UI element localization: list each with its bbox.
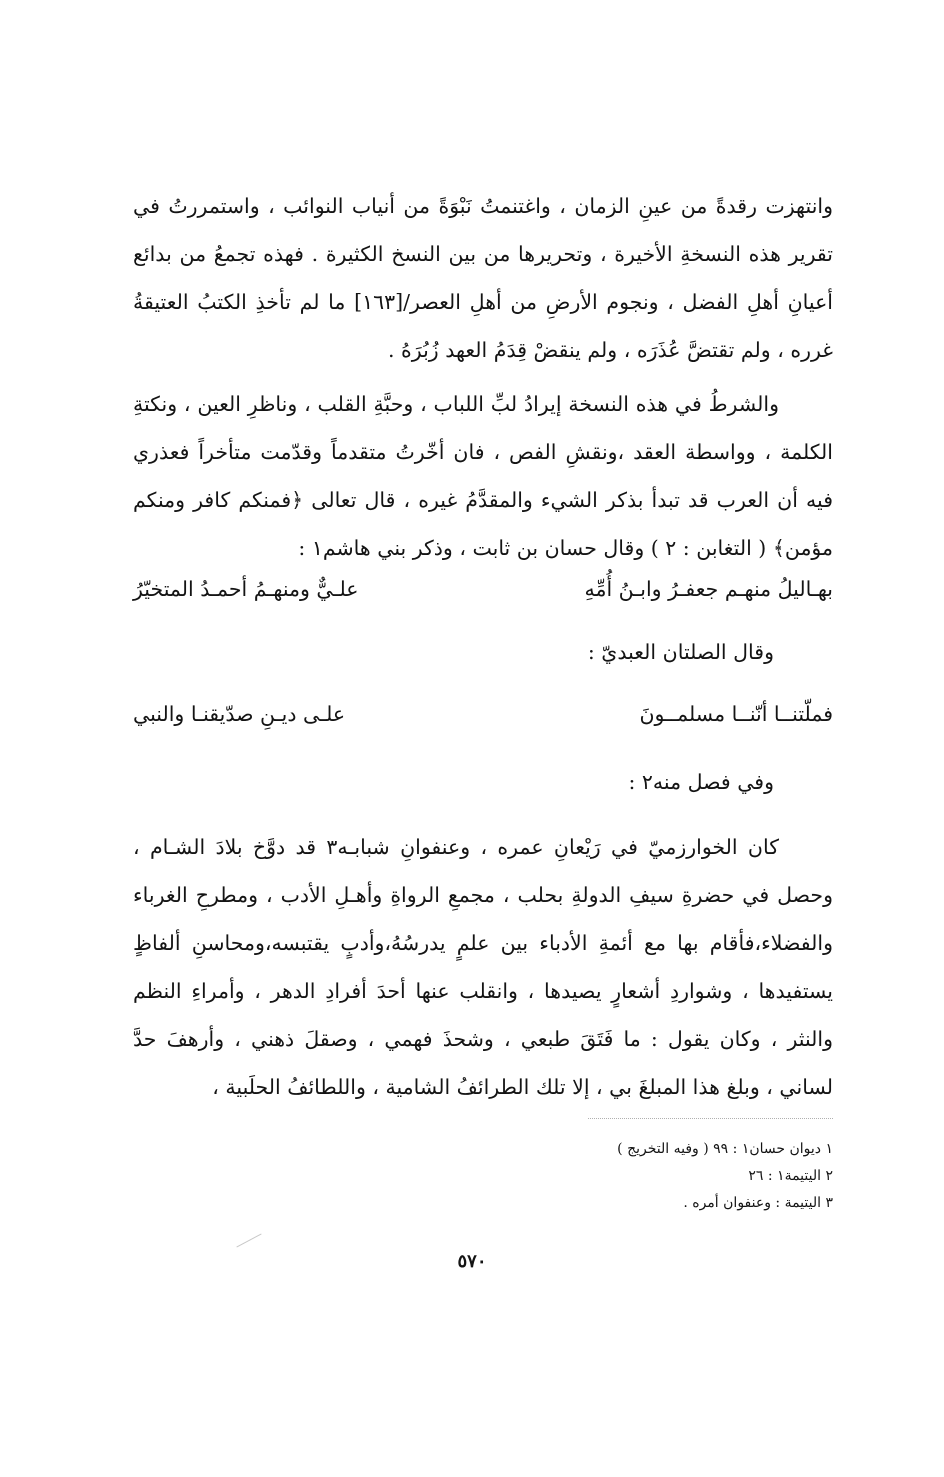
- verse-hassan: [133, 577, 833, 601]
- verse-intro-salatan: وقال الصلتان العبديّ :: [587, 640, 774, 664]
- page-number: ٥٧٠: [457, 1251, 487, 1272]
- scan-mark: [236, 1233, 261, 1247]
- footnote-1: ١ ديوان حسان١ : ٩٩ ( وفيه التخريج ): [617, 1141, 833, 1157]
- verse-hemistich-first: بهـاليلُ منهـم جعفـرُ وابـنُ أُمِّهِ: [584, 577, 833, 601]
- footnote-2: ٢ اليتيمة١ : ٢٦: [748, 1168, 833, 1184]
- verse-salatan: [133, 702, 833, 726]
- footnote-3: ٣ اليتيمة : وعنفوان أمره .: [683, 1195, 833, 1211]
- verse-hemistich-second: علـيٌّ ومنهـمُ أحمـدُ المتخيّرُ: [133, 577, 359, 601]
- verse-hemistich-first: فملّتنــا أنّنــا مسلمــونَ: [639, 702, 833, 726]
- paragraph-khwarizmi: كان الخوارزميّ في رَيْعانِ عمره ، وعنفوانِ شبابـه٣ قد دوَّخ بلادَ الشـام ، وحصل في حضرةِ سيفِ الدولةِ بحلب ، مجمعِ الرواةِ وأهـلِ الأدب ، ومطرحِ الغرباء والفضلاء،فأقام بها مع أئمةِ الأدباء بين علمٍ يدرسُهُ،وأدبٍ يقتبسه،ومحاسنِ ألفاظٍ يستفيدها ، وشواردِ أشعارٍ يصيدها ، وانقلب عنها أحدَ أفرادِ الدهر ، وأمراءِ النظم والنثر ، وكان يقول : ما فَتَقَ طبعي ، وشحذَ فهمي ، وصقلَ ذهني ، وأرهفَ حدَّ لساني ، وبلغ هذا المبلغَ بي ، إلا تلك الطرائفُ الشامية ، واللطائفُ الحلَبية ،: [133, 835, 833, 1099]
- verse-hemistich-second: علـى ديـنِ صدّيقنـا والنبي: [133, 702, 346, 726]
- footnote-divider: [588, 1118, 833, 1119]
- footnotes: [133, 1136, 833, 1217]
- section-intro: وفي فصل منه٢ :: [628, 770, 774, 794]
- paragraph-condition: والشرطُ في هذه النسخة إيرادُ لبِّ اللباب ، وحبَّةِ القلب ، وناظرِ العين ، ونكتةِ الكلمة ، وواسطة العقد ،ونقشِ الفص ، فان أخّرتُ متقدماً وقدّمت متأخراً فعذري فيه أن العرب قد تبدأ بذكر الشيء والمقدَّمُ غيره ، قال تعالى ﴿فمنكم كافر ومنكم مؤمن﴾ ( التغابن : ٢ ) وقال حسان بن ثابت ، وذكر بني هاشم١ :: [133, 392, 833, 560]
- paragraph-intro: وانتهزت رقدةً من عينِ الزمان ، واغتنمتُ نَبْوَةً من أنياب النوائب ، واستمررتُ في تقرير هذه النسخةِ الأخيرة ، وتحريرها من بين النسخ الكثيرة . فهذه تجمعُ من بدائع أعيانِ أهلِ الفضل ، ونجوم الأرضِ من أهلِ العصر/[١٦٣] ما لم تأخذِ الكتبُ العتيقةُ غرره ، ولم تقتضَّ عُذَرَه ، ولم ينقضْ قِدَمُ العهد زُبُرَهُ .: [133, 194, 833, 362]
